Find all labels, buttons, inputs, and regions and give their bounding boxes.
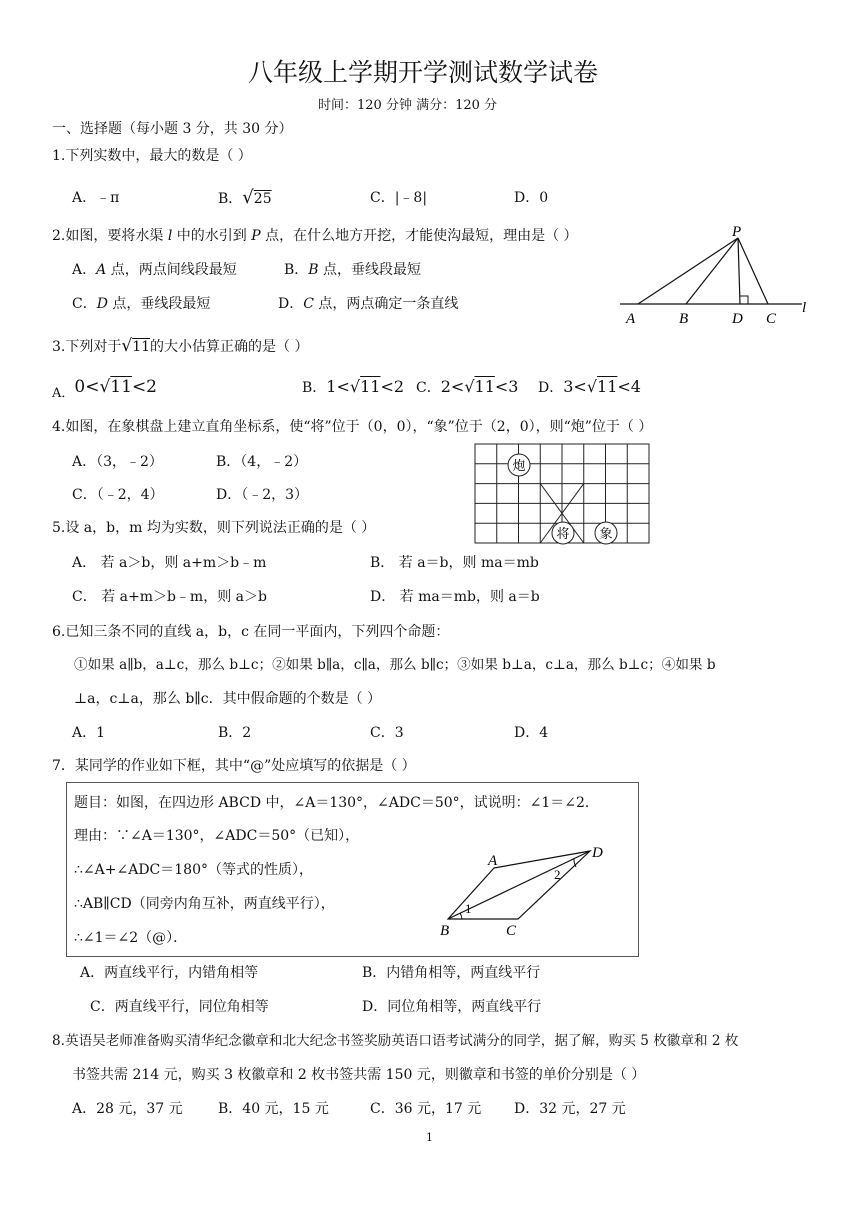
angle-1-arc (460, 913, 462, 919)
q4-option-d: D．（﹣2，3） (216, 487, 309, 503)
q6-option-b: B．2 (218, 725, 252, 741)
q6-stem: 6.已知三条不同的直线 a，b，c 在同一平面内，下列四个命题： (52, 624, 450, 640)
q8-stem-line2: 书签共需 214 元，购买 3 枚徽章和 2 枚书签共需 150 元，则徽章和书签的单价分别是（ ） (72, 1067, 646, 1083)
q2-option-a: A．A 点，两点间线段最短 (72, 262, 237, 278)
q7-quadrilateral-figure (438, 843, 618, 943)
q6-propositions-line1: ①如果 a∥b，a⊥c，那么 b⊥c；②如果 b∥a，c∥a，那么 b∥c；③如果 b⊥a，c⊥a，那么 b⊥c；④如果 b (74, 657, 716, 673)
q1-stem: 1.下列实数中，最大的数是（ ） (52, 148, 252, 164)
q4-stem: 4.如图，在象棋盘上建立直角坐标系，使“将”位于（0，0），“象”位于（2，0），则“炮”位于（ ） (52, 419, 653, 435)
pao-label: 炮 (512, 459, 526, 474)
xiang-label: 象 (599, 527, 613, 542)
q8-option-a: A．28 元，37 元 (72, 1101, 183, 1117)
q2-option-b: B．B 点，垂线段最短 (284, 262, 422, 278)
page-number: 1 (426, 1131, 433, 1144)
q4-option-a: A．（3，﹣2） (72, 454, 163, 470)
fig-label-p: P (732, 224, 742, 240)
q2-option-c: C．D 点，垂线段最短 (72, 296, 211, 312)
fig-label-b: B (679, 311, 689, 327)
q3-option-d: D．3<√11<4 (538, 377, 641, 396)
q3-option-b: B．1<√11<2 (302, 377, 405, 396)
q3-option-c: C．2<√11<3 (416, 377, 519, 396)
q1-option-d: D．0 (514, 190, 549, 206)
segment-pc (738, 238, 768, 304)
q7-box-line4: ∴AB∥CD（同旁内角互补，两直线平行）， (74, 896, 335, 912)
page-title: 八年级上学期开学测试数学试卷 (248, 58, 599, 87)
fig-label-a: A (488, 853, 498, 869)
section-heading: 一、选择题（每小题 3 分，共 30 分） (52, 121, 293, 137)
fig-label-c: C (506, 923, 517, 939)
fig-label-l: l (802, 300, 807, 316)
q7-option-c: C．两直线平行，同位角相等 (90, 999, 269, 1015)
q5-stem: 5.设 a，b，m 均为实数，则下列说法正确的是（ ） (52, 520, 376, 536)
q4-option-c: C．（﹣2，4） (72, 487, 164, 503)
q1-option-b: B．√25 (218, 187, 272, 208)
q5-option-c: C． 若 a+m＞b﹣m，则 a＞b (72, 589, 267, 605)
fig-label-angle-1: 1 (465, 901, 472, 916)
q5-option-a: A． 若 a＞b，则 a+m＞b﹣m (72, 555, 267, 571)
q7-option-b: B．内错角相等，两直线平行 (362, 965, 541, 981)
right-angle-mark (740, 296, 748, 304)
q7-stem: 7．某同学的作业如下框，其中“@”处应填写的依据是（ ） (52, 758, 416, 774)
fig-label-a: A (626, 311, 636, 327)
q8-option-c: C．36 元，17 元 (370, 1101, 482, 1117)
q7-box-line3: ∴∠A+∠ADC＝180°（等式的性质）， (74, 862, 313, 878)
q8-option-d: D．32 元，27 元 (514, 1101, 626, 1117)
segment-pa (638, 238, 738, 304)
fig-label-b: B (440, 923, 450, 939)
q2-option-d: D．C 点，两点确定一条直线 (278, 296, 459, 312)
q6-option-c: C．3 (370, 725, 404, 741)
fig-label-c: C (766, 311, 777, 327)
q7-box-line1: 题目：如图，在四边形 ABCD 中，∠A＝130°，∠ADC＝50°，试说明：∠1＝∠2． (74, 795, 599, 811)
fig-label-angle-2: 2 (554, 867, 561, 882)
fig-label-d: D (592, 845, 603, 861)
q7-box-line2: 理由：∵∠A＝130°，∠ADC＝50°（已知）， (74, 828, 360, 844)
q8-stem-line1: 8.英语吴老师准备购买清华纪念徽章和北大纪念书签奖励英语口语考试满分的同学，据了解，购买 5 枚徽章和 2 枚 (52, 1033, 739, 1049)
fig-label-d: D (732, 311, 743, 327)
jiang-label: 将 (556, 527, 570, 542)
q4-option-b: B．（4，﹣2） (216, 454, 308, 470)
q1-option-c: C．|﹣8| (370, 190, 428, 206)
q3-option-a: A．0<√11<2 (52, 377, 157, 401)
q6-propositions-line2: ⊥a，c⊥a，那么 b∥c．其中假命题的个数是（ ） (74, 691, 382, 707)
q7-option-d: D．同位角相等，两直线平行 (362, 999, 542, 1015)
q1-sqrt-radicand: 25 (253, 191, 272, 207)
q1-option-a: A．﹣π (72, 190, 120, 206)
q5-option-d: D． 若 ma＝mb，则 a＝b (370, 589, 540, 605)
q7-option-a: A．两直线平行，内错角相等 (80, 965, 259, 981)
exam-info: 时间：120 分钟 满分：120 分 (318, 98, 498, 113)
q6-option-d: D．4 (514, 725, 549, 741)
q6-option-a: A．1 (72, 725, 106, 741)
q7-box-line5: ∴∠1＝∠2（@）． (74, 930, 188, 946)
chessboard-figure (475, 444, 651, 554)
q5-option-b: B． 若 a＝b，则 ma＝mb (370, 555, 539, 571)
segment-pd (738, 238, 740, 304)
segment-pb (686, 238, 738, 304)
q2-figure (618, 224, 818, 327)
q8-option-b: B．40 元，15 元 (218, 1101, 329, 1117)
q2-stem: 2.如图，要将水渠 l 中的水引到 P 点，在什么地方开挖，才能使沟最短，理由是（ ） (52, 228, 578, 244)
q3-stem: 3.下列对于√11的大小估算正确的是（ ） (52, 336, 309, 356)
